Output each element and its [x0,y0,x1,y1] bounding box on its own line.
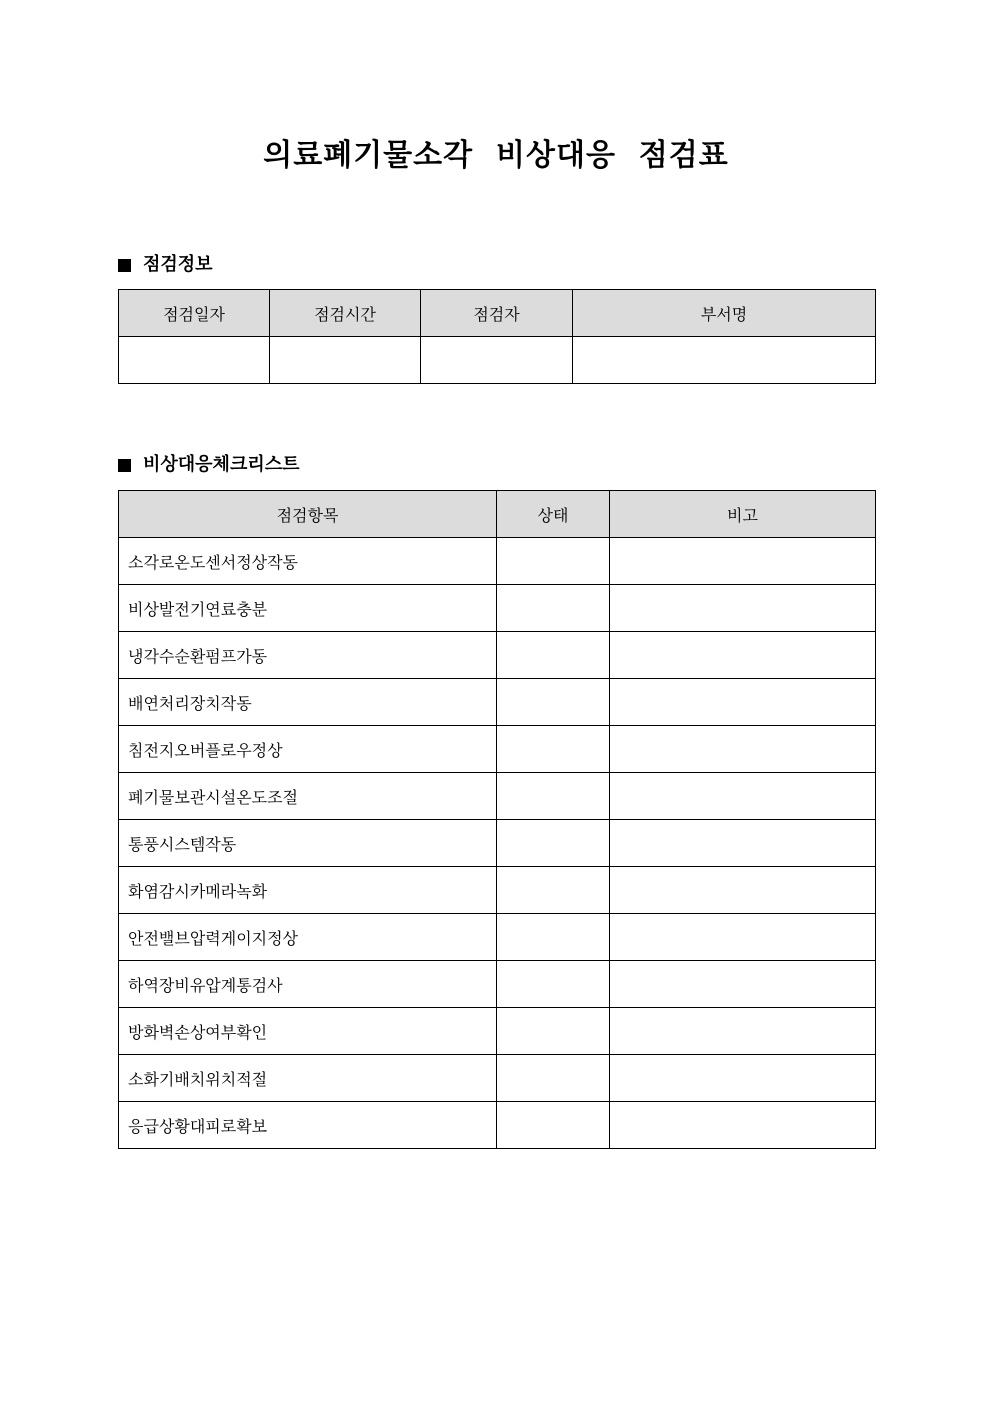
check-item-label: 방화벽손상여부확인 [119,1008,497,1055]
inspection-date-cell[interactable] [119,337,270,384]
inspection-info-table [118,289,876,384]
status-cell[interactable] [497,632,610,679]
status-cell[interactable] [497,1055,610,1102]
emergency-checklist-table [118,490,876,1149]
table-row [119,726,876,773]
remarks-cell[interactable] [610,1055,876,1102]
check-item-label: 소화기배치위치적절 [119,1055,497,1102]
inspector-cell[interactable] [421,337,573,384]
header-department: 부서명 [573,290,876,337]
remarks-cell[interactable] [610,773,876,820]
status-cell[interactable] [497,585,610,632]
remarks-cell[interactable] [610,961,876,1008]
check-item-label: 비상발전기연료충분 [119,585,497,632]
status-cell[interactable] [497,961,610,1008]
status-cell[interactable] [497,867,610,914]
status-cell[interactable] [497,914,610,961]
status-cell[interactable] [497,726,610,773]
header-inspector: 점검자 [421,290,573,337]
status-cell[interactable] [497,1008,610,1055]
remarks-cell[interactable] [610,585,876,632]
table-row [119,337,876,384]
remarks-cell[interactable] [610,820,876,867]
check-item-label: 소각로온도센서정상작동 [119,538,497,585]
check-item-label: 화염감시카메라녹화 [119,867,497,914]
department-cell[interactable] [573,337,876,384]
table-row [119,867,876,914]
status-cell[interactable] [497,1102,610,1149]
remarks-cell[interactable] [610,538,876,585]
status-cell[interactable] [497,679,610,726]
remarks-cell[interactable] [610,867,876,914]
remarks-cell[interactable] [610,726,876,773]
status-cell[interactable] [497,538,610,585]
table-row [119,820,876,867]
check-item-label: 폐기물보관시설온도조절 [119,773,497,820]
table-header-row [119,290,876,337]
section-heading-label: 비상대응체크리스트 [143,454,300,475]
table-row [119,773,876,820]
table-row [119,1055,876,1102]
square-bullet-icon [118,459,131,472]
table-row [119,1102,876,1149]
section-heading-inspection-info [118,253,213,277]
table-row [119,632,876,679]
remarks-cell[interactable] [610,1102,876,1149]
header-check-item: 점검항목 [119,491,497,538]
check-item-label: 배연처리장치작동 [119,679,497,726]
header-remarks: 비고 [610,491,876,538]
document-title: 의료폐기물소각 비상대응 점검표 [263,138,729,173]
status-cell[interactable] [497,773,610,820]
check-item-label: 응급상황대피로확보 [119,1102,497,1149]
table-row [119,1008,876,1055]
header-inspection-time: 점검시간 [270,290,421,337]
table-row [119,538,876,585]
remarks-cell[interactable] [610,679,876,726]
check-item-label: 냉각수순환펌프가동 [119,632,497,679]
table-row [119,679,876,726]
table-header-row [119,491,876,538]
status-cell[interactable] [497,820,610,867]
section-heading-checklist [118,453,300,477]
check-item-label: 하역장비유압계통검사 [119,961,497,1008]
table-row [119,961,876,1008]
square-bullet-icon [118,259,131,272]
table-row [119,585,876,632]
inspection-time-cell[interactable] [270,337,421,384]
remarks-cell[interactable] [610,632,876,679]
remarks-cell[interactable] [610,1008,876,1055]
header-status: 상태 [497,491,610,538]
remarks-cell[interactable] [610,914,876,961]
check-item-label: 침전지오버플로우정상 [119,726,497,773]
check-item-label: 안전밸브압력게이지정상 [119,914,497,961]
header-inspection-date: 점검일자 [119,290,270,337]
table-row [119,914,876,961]
section-heading-label: 점검정보 [143,254,213,275]
check-item-label: 통풍시스템작동 [119,820,497,867]
